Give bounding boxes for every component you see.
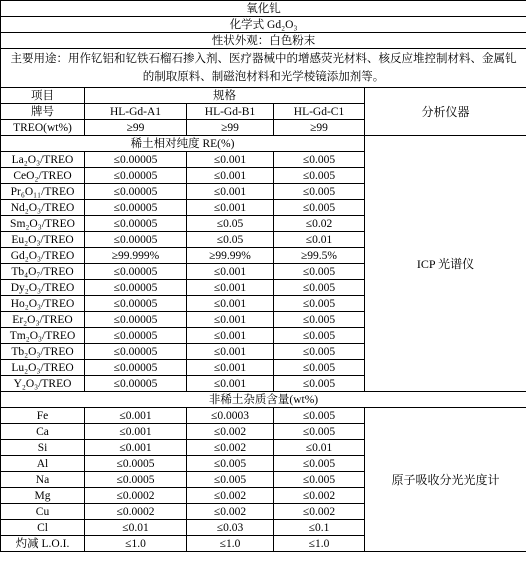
- value-a1: ≤0.00005: [85, 376, 187, 392]
- value-a1: ≤0.00005: [85, 264, 187, 280]
- value-b1: ≤0.05: [187, 216, 274, 232]
- treo-label: TREO(wt%): [1, 120, 85, 136]
- value-c1: ≤0.002: [274, 504, 365, 520]
- chemical-formula: 化学式 Gd₂O₃: [1, 17, 526, 33]
- value-a1: ≤0.00005: [85, 312, 187, 328]
- value-b1: ≤0.001: [187, 344, 274, 360]
- value-a1: ≤0.00005: [85, 200, 187, 216]
- row-label: CeO₂/TREO: [1, 168, 85, 184]
- value-c1: ≤0.01: [274, 232, 365, 248]
- value-b1: ≤0.002: [187, 488, 274, 504]
- value-b1: ≤0.001: [187, 168, 274, 184]
- product-title: 氧化钆: [1, 1, 526, 17]
- non-re-section-row: [1, 392, 526, 408]
- value-c1: ≤0.1: [274, 520, 365, 536]
- value-c1: ≤0.005: [274, 152, 365, 168]
- value-c1: ≤0.005: [274, 408, 365, 424]
- value-c1: ≤0.005: [274, 456, 365, 472]
- item-header: 项目: [1, 88, 85, 104]
- value-a1: ≤0.00005: [85, 216, 187, 232]
- value-b1: ≤0.001: [187, 376, 274, 392]
- re-section-title: 稀土相对纯度 RE(%): [1, 136, 365, 152]
- value-a1: ≤0.00005: [85, 328, 187, 344]
- value-c1: ≤0.005: [274, 328, 365, 344]
- value-a1: ≤0.001: [85, 440, 187, 456]
- icp-instrument: ICP 光谱仪: [365, 136, 526, 392]
- grade-b1: HL-Gd-B1: [187, 104, 274, 120]
- value-a1: ≤0.0005: [85, 456, 187, 472]
- appearance-row: [1, 33, 526, 49]
- header-row-1: [1, 88, 526, 104]
- value-a1: ≥99.999%: [85, 248, 187, 264]
- value-c1: ≤0.005: [274, 184, 365, 200]
- row-label: Sm₂O₃/TREO: [1, 216, 85, 232]
- value-a1: ≤0.00005: [85, 232, 187, 248]
- value-b1: ≤0.05: [187, 232, 274, 248]
- formula-row: [1, 17, 526, 33]
- value-a1: ≤0.0005: [85, 472, 187, 488]
- value-c1: ≤0.005: [274, 472, 365, 488]
- value-b1: ≤0.001: [187, 360, 274, 376]
- value-b1: ≤0.001: [187, 296, 274, 312]
- value-c1: ≤0.02: [274, 216, 365, 232]
- value-a1: ≤0.00005: [85, 184, 187, 200]
- appearance-text: 性状外观：白色粉末: [1, 33, 526, 49]
- grade-header: 牌号: [1, 104, 85, 120]
- row-label: Cl: [1, 520, 85, 536]
- instrument-header: 分析仪器: [365, 88, 526, 136]
- value-c1: ≤0.005: [274, 312, 365, 328]
- row-label: La₂O₃/TREO: [1, 152, 85, 168]
- value-c1: ≤0.005: [274, 264, 365, 280]
- value-a1: ≤0.001: [85, 408, 187, 424]
- re-section-row: [1, 136, 526, 152]
- value-b1: ≤0.002: [187, 504, 274, 520]
- row-label: Gd₂O₃/TREO: [1, 248, 85, 264]
- row-label: Fe: [1, 408, 85, 424]
- row-label: Y₂O₃/TREO: [1, 376, 85, 392]
- value-c1: ≤0.01: [274, 440, 365, 456]
- row-label: Pr₆O₁₁/TREO: [1, 184, 85, 200]
- row-label: Si: [1, 440, 85, 456]
- grade-a1: HL-Gd-A1: [85, 104, 187, 120]
- row-label: Dy₂O₃/TREO: [1, 280, 85, 296]
- treo-value-b1: ≥99: [187, 120, 274, 136]
- value-b1: ≤0.001: [187, 200, 274, 216]
- row-label: Mg: [1, 488, 85, 504]
- value-b1: ≤0.001: [187, 328, 274, 344]
- row-label: Na: [1, 472, 85, 488]
- value-b1: ≤0.0003: [187, 408, 274, 424]
- value-b1: ≤0.03: [187, 520, 274, 536]
- value-c1: ≤0.005: [274, 360, 365, 376]
- title-row: [1, 1, 526, 17]
- value-a1: ≤0.00005: [85, 280, 187, 296]
- value-a1: ≤0.001: [85, 424, 187, 440]
- value-c1: ≤0.005: [274, 296, 365, 312]
- row-label: Lu₂O₃/TREO: [1, 360, 85, 376]
- row-label: Tm₂O₃/TREO: [1, 328, 85, 344]
- non-re-section-title: 非稀土杂质含量(wt%): [1, 392, 526, 408]
- row-label: Er₂O₃/TREO: [1, 312, 85, 328]
- row-label: Eu₂O₃/TREO: [1, 232, 85, 248]
- row-label: Al: [1, 456, 85, 472]
- value-a1: ≤0.00005: [85, 152, 187, 168]
- spec-header: 规格: [85, 88, 365, 104]
- value-c1: ≤0.002: [274, 488, 365, 504]
- treo-value-a1: ≥99: [85, 120, 187, 136]
- row-label: 灼减 L.O.I.: [1, 536, 85, 552]
- value-b1: ≤0.001: [187, 264, 274, 280]
- value-c1: ≤1.0: [274, 536, 365, 552]
- row-label: Tb₂O₃/TREO: [1, 344, 85, 360]
- row-label: Ca: [1, 424, 85, 440]
- value-a1: ≤0.01: [85, 520, 187, 536]
- aas-instrument: 原子吸收分光光度计: [365, 408, 526, 552]
- value-a1: ≤0.00005: [85, 360, 187, 376]
- value-a1: ≤0.00005: [85, 168, 187, 184]
- treo-value-c1: ≥99: [274, 120, 365, 136]
- row-label: Nd₂O₃/TREO: [1, 200, 85, 216]
- value-b1: ≤0.002: [187, 440, 274, 456]
- grade-c1: HL-Gd-C1: [274, 104, 365, 120]
- value-a1: ≤0.0002: [85, 504, 187, 520]
- usage-text: 主要用途：用作钇铝和钇铁石榴石掺入剂、医疗器械中的增感荧光材料、核反应堆控制材料、金属钆的制取原料、制磁泡材料和光学棱镜添加剂等。: [1, 49, 526, 88]
- value-a1: ≤1.0: [85, 536, 187, 552]
- value-b1: ≥99.99%: [187, 248, 274, 264]
- row-label: Tb₄O₇/TREO: [1, 264, 85, 280]
- value-a1: ≤0.00005: [85, 344, 187, 360]
- value-c1: ≤0.005: [274, 344, 365, 360]
- usage-row: [1, 49, 526, 88]
- value-c1: ≤0.005: [274, 424, 365, 440]
- value-b1: ≤0.005: [187, 472, 274, 488]
- row-label: Cu: [1, 504, 85, 520]
- value-b1: ≤0.001: [187, 312, 274, 328]
- row-label: Ho₂O₃/TREO: [1, 296, 85, 312]
- value-a1: ≤0.00005: [85, 296, 187, 312]
- value-b1: ≤0.001: [187, 184, 274, 200]
- value-a1: ≤0.0002: [85, 488, 187, 504]
- value-b1: ≤0.002: [187, 424, 274, 440]
- value-c1: ≥99.5%: [274, 248, 365, 264]
- value-c1: ≤0.005: [274, 168, 365, 184]
- value-b1: ≤0.001: [187, 152, 274, 168]
- value-c1: ≤0.005: [274, 280, 365, 296]
- value-b1: ≤0.005: [187, 456, 274, 472]
- value-c1: ≤0.005: [274, 376, 365, 392]
- value-b1: ≤0.001: [187, 280, 274, 296]
- value-b1: ≤1.0: [187, 536, 274, 552]
- value-c1: ≤0.005: [274, 200, 365, 216]
- table-row: [1, 408, 526, 424]
